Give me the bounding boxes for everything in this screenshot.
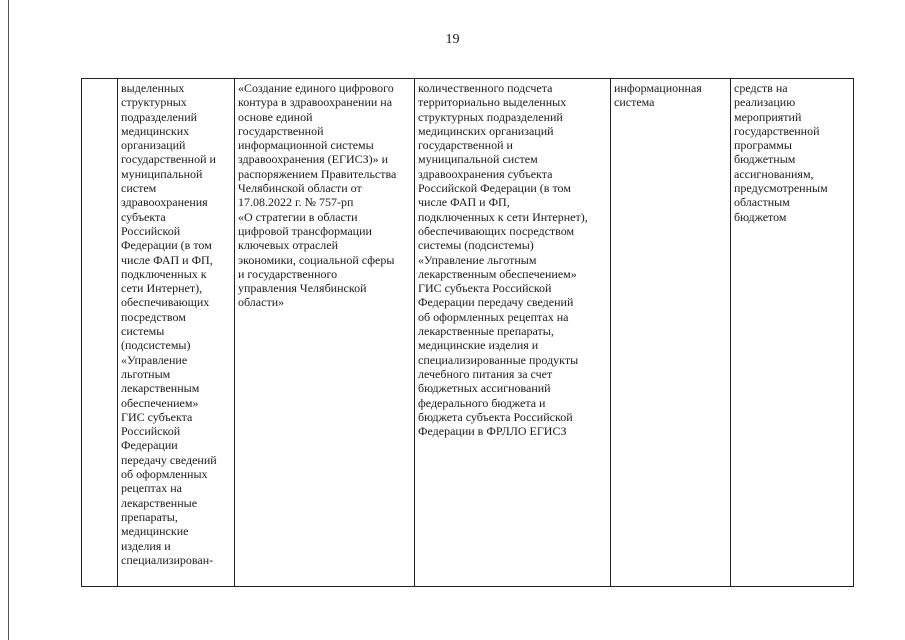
- cell-text: информационная система: [614, 81, 702, 110]
- table-cell-indicator: [118, 79, 235, 587]
- table-cell-source: [611, 79, 731, 587]
- cell-text: средств на реализацию мероприятий государственной программы бюджетным ассигнованиям, предусмотренным областным бюджетом: [734, 81, 828, 224]
- table-row: [82, 79, 854, 587]
- cell-text: выделенных структурных подразделений медицинских организаций государственной и муниципальной систем здравоохранения субъекта Российской Федерации (в том числе ФАП и ФП, подключенных к сети Интернет), обеспечивающих посредством системы (подсистемы) «Управление льготным лекарственным обеспечением» ГИС субъекта Российской Федерации передачу сведений об оформленных рецептах на лекарственные препараты, медицинские изделия и специализирован-: [121, 81, 217, 567]
- table-cell-method: [415, 79, 611, 587]
- table-cell-basis: [235, 79, 415, 587]
- cell-text: «Создание единого цифрового контура в здравоохранении на основе единой государственной информационной системы здравоохранения (ЕГИСЗ)» и распоряжением Правительства Челябинской области от 17.08.2022 г. № 757-рп «О стратегии в области цифровой трансформации ключевых отраслей экономики, социальной сферы и государственного управления Челябинской области»: [238, 81, 397, 310]
- page-number: 19: [445, 32, 460, 47]
- left-margin-line: [8, 0, 9, 640]
- table-cell-funding: [731, 79, 854, 587]
- table-cell-number: [82, 79, 118, 587]
- document-table: [81, 78, 854, 587]
- cell-text: количественного подсчета территориально выделенных структурных подразделений медицинских организаций государственной и муниципальной систем здравоохранения субъекта Российской Федерации (в том числе ФАП и ФП, подключенных к сети Интернет), обеспечивающих посредством системы (подсистемы) «Управление льготным лекарственным обеспечением» ГИС субъекта Российской Федерации передачу сведений об оформленных рецептах на лекарственные препараты, медицинские изделия и специализированные продукты лечебного питания за счет бюджетных ассигнований федерального бюджета и бюджета субъекта Российской Федерации в ФРЛЛО ЕГИСЗ: [418, 81, 588, 439]
